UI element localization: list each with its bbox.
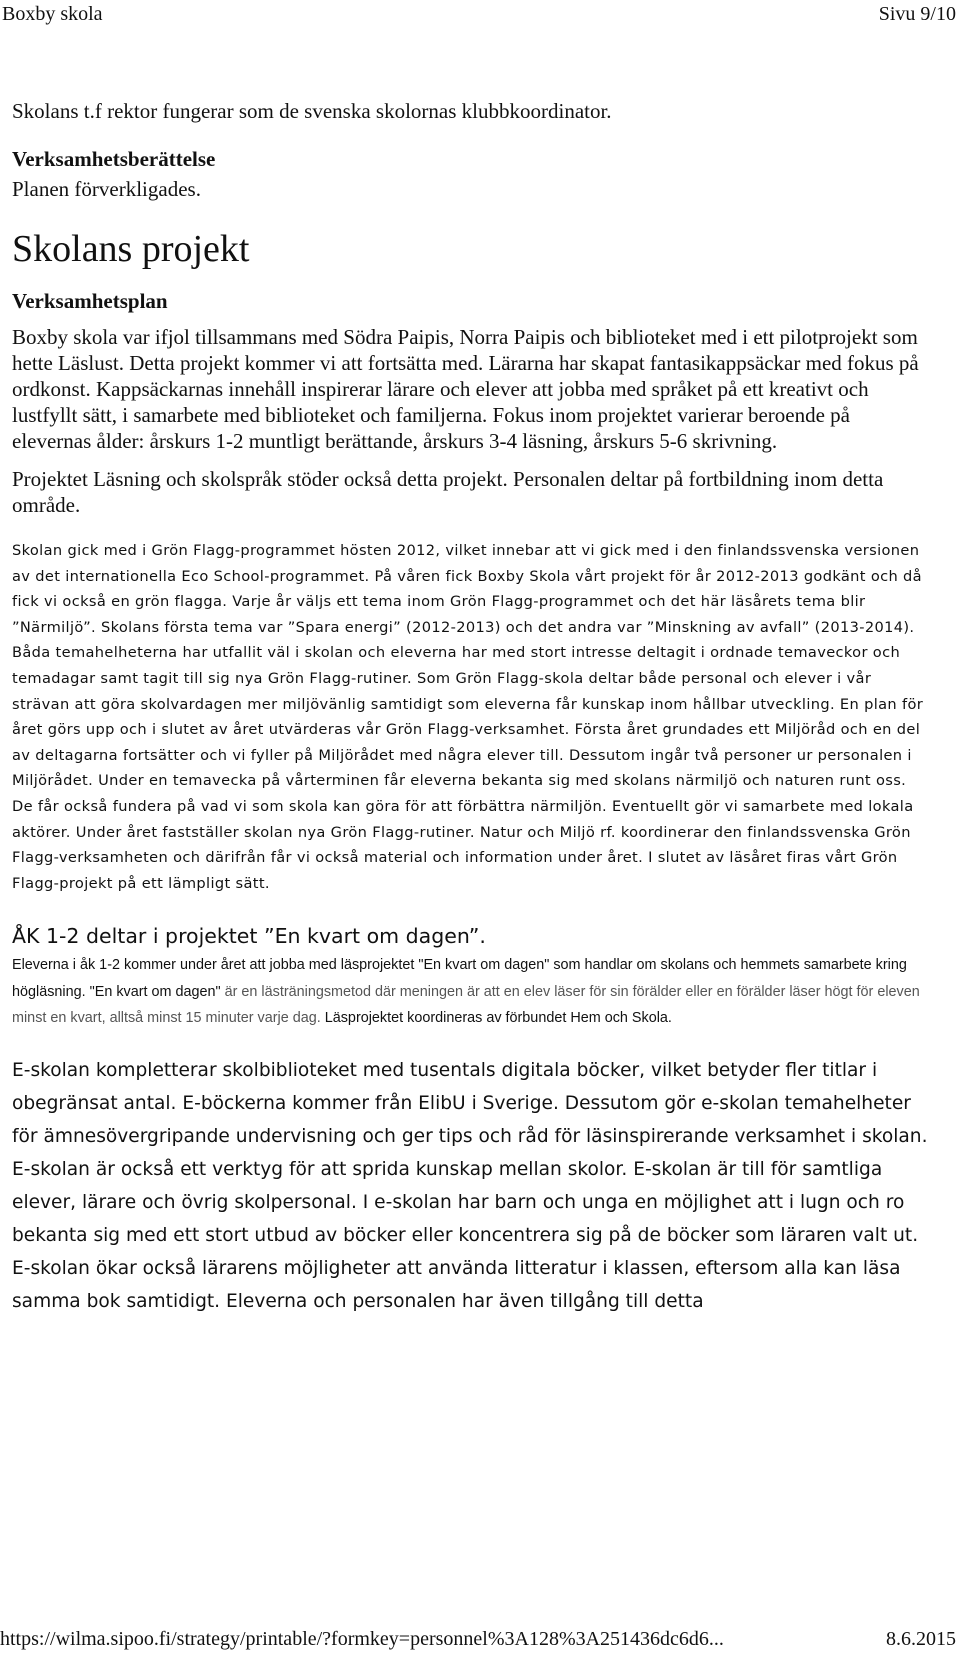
page-header — [0, 0, 960, 28]
rector-text: Skolans t.f rektor fungerar som de svenska skolornas klubbkoordinator. — [12, 99, 612, 123]
site-name: Boxby skola — [2, 3, 103, 25]
ak-text-a: Eleverna i åk 1-2 kommer under året att jobba med läsprojektet "En kvart om dagen" som handlar om skolans och hemmets samarbete kring högläsning. "En kvart om dagen" — [12, 957, 907, 1000]
footer-date: 8.6.2015 — [886, 1628, 956, 1650]
plan-heading: Verksamhetsplan — [12, 289, 168, 313]
vb-heading: Verksamhetsberättelse — [12, 147, 216, 171]
plan-paragraph-1: Boxby skola var ifjol tillsammans med Södra Paipis, Norra Paipis och biblioteket med i ett pilotprojekt som hette Läslust. Detta projekt kommer vi att fortsätta med. Lärarna har skapat fantasikappsäckar med fokus på ordkonst. Kappsäckarnas innehåll inspirerar lärare och elever att jobba med språket på ett kreativt och lustfyllt sätt, i samarbete med biblioteket och familjerna. Fokus inom projektet varierar beroende på elevernas ålder: årskurs 1-2 muntligt berättande, årskurs 3-4 läsning, årskurs 5-6 skrivning. — [12, 325, 919, 453]
footer-url: https://wilma.sipoo.fi/strategy/printable/?formkey=personnel%3A128%3A251436dc6d6... — [0, 1628, 724, 1650]
vb-text: Planen förverkligades. — [12, 177, 201, 201]
document-body — [12, 98, 932, 1318]
ak-text-c: Läsprojektet koordineras av förbundet Hem och Skola. — [320, 1010, 672, 1027]
eskolan-paragraph: E-skolan kompletterar skolbiblioteket med tusentals digitala böcker, vilket betyder fler titlar i obegränsat antal. E-böckerna kommer från ElibU i Sverige. Dessutom gör e-skolan temahelheter för ämnesövergripande undervisning och ger tips och råd för läsinspirerande verksamhet i skolan. E-skolan är också ett verktyg för att sprida kunskap mellan skolor. E-skolan är till för samtliga elever, lärare och övrig skolpersonal. I e-skolan har barn och unga en möjlighet att i lugn och ro bekanta sig med ett stort utbud av böcker eller koncentrera sig på de böcker som läraren valt ut. E-skolan ökar också lärarens möjligheter att använda litteratur i klassen, eftersom alla kan läsa samma bok samtidigt. Eleverna och personalen har även tillgång till detta — [12, 1059, 928, 1312]
green-flag-paragraph: Skolan gick med i Grön Flagg-programmet hösten 2012, vilket innebar att vi gick med i den finlandssvenska versionen av det internationella Eco School-programmet. På våren fick Boxby Skola vårt projekt för år 2012-2013 godkänt och då fick vi också en grön flagga. Varje år väljs ett tema inom Grön Flagg-programmet och det här läsårets tema blir ”Närmiljö”. Skolans första tema var ”Spara energi” (2012-2013) och det andra var ”Minskning av avfall” (2013-2014). Båda temahelheterna har utfallit väl i skolan och eleverna har med stort intresse deltagit i ordnade temaveckor och temadagar samt tagit till sig nya Grön Flagg-rutiner. Som Grön Flagg-skola deltar både personal och elever i vår strävan att göra skolvardagen mer miljövänlig samtidigt som eleverna får kunskap inom hållbar utveckling. En plan för året görs upp och i slutet av året utvärderas vår Grön Flagg-verksamhet. Första året grundades ett Miljöråd och en del av deltagarna fortsätter och vi fyller på Miljörådet med några elever till. Dessutom ingår två personer ur personalen i Miljörådet. Under en temavecka på vårterminen får eleverna bekanta sig med skolans närmiljö och naturen runt oss. De får också fundera på vad vi som skola kan göra för att förbättra närmiljön. Eventuellt gör vi samarbete med lokala aktörer. Under året fastställer skolan nya Grön Flagg-rutiner. Natur och Miljö rf. koordinerar den finlandssvenska Grön Flagg-verksamheten och därifrån får vi också material och information under året. I slutet av läsåret firas vårt Grön Flagg-projekt på ett lämpligt sätt. — [12, 542, 924, 892]
ak-paragraph — [12, 952, 932, 1032]
ak-heading: ÅK 1-2 deltar i projektet ”En kvart om dagen”. — [12, 924, 486, 949]
plan-paragraph-2: Projektet Läsning och skolspråk stöder också detta projekt. Personalen deltar på fortbildning inom detta område. — [12, 467, 884, 517]
page-number: Sivu 9/10 — [878, 3, 956, 25]
ak-text-b: är en lästräningsmetod där meningen är att en elev läser för sin förälder eller en förälder läser högt för eleven minst en kvart, alltså minst 15 minuter varje dag. — [12, 983, 920, 1027]
page-footer — [0, 1624, 960, 1654]
section-title: Skolans projekt — [12, 228, 250, 270]
